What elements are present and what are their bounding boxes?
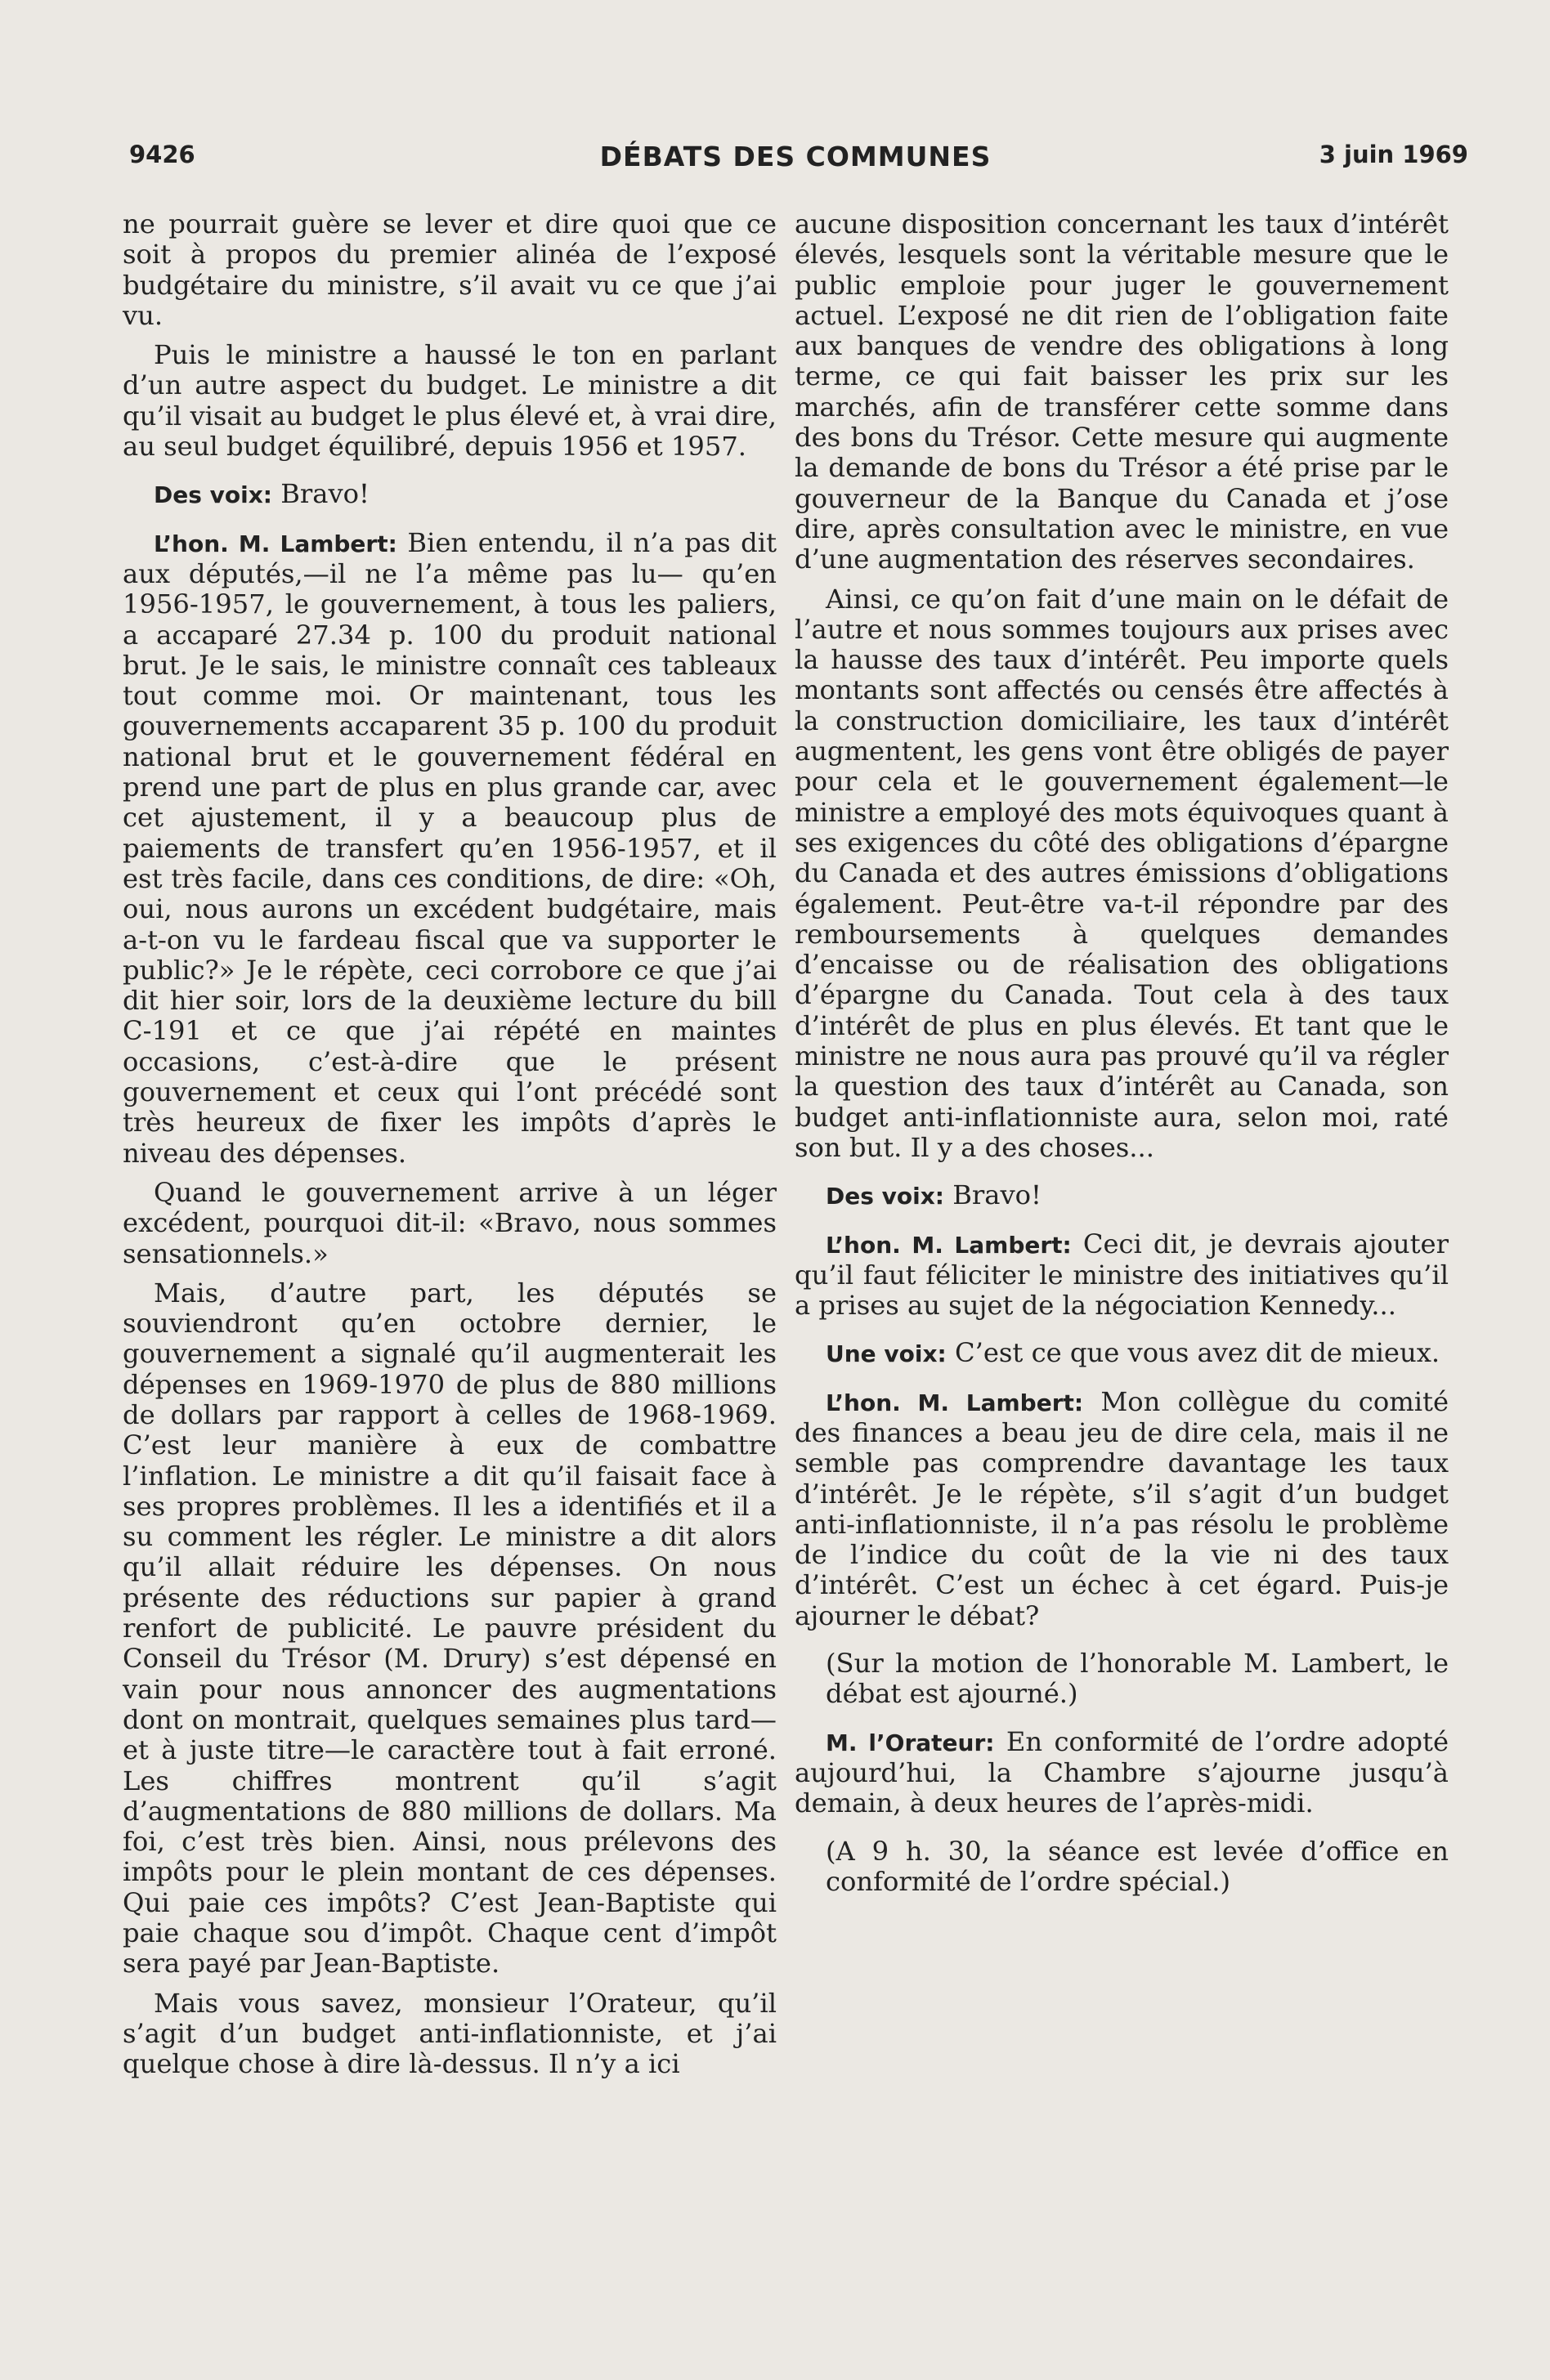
procedural-note: (Sur la motion de l’honorable M. Lambert, le débat est ajourné.)	[826, 1648, 1449, 1710]
body-paragraph: ne pourrait guère se lever et dire quoi que ce soit à propos du premier alinéa de l’exposé budgétaire du ministre, s’il avait vu ce que j’ai vu.	[123, 208, 777, 331]
speech-text: C’est ce que vous avez dit de mieux.	[955, 1337, 1440, 1369]
speaker-name: L’hon. M. Lambert:	[154, 530, 397, 557]
left-column	[123, 209, 777, 2089]
speaker-name: Des voix:	[154, 481, 272, 509]
speaker-name: L’hon. M. Lambert:	[826, 1389, 1084, 1416]
speaker-name: Une voix:	[826, 1340, 947, 1368]
speech-text: Bravo!	[952, 1179, 1042, 1211]
speech-paragraph	[795, 1387, 1449, 1631]
page-header	[123, 141, 1468, 181]
procedural-note: (A 9 h. 30, la séance est levée d’office en conformité de l’ordre spécial.)	[826, 1835, 1449, 1897]
speech-paragraph	[795, 1727, 1449, 1819]
speaker-name: M. l’Orateur:	[826, 1729, 995, 1756]
body-paragraph: Quand le gouvernement arrive à un léger excédent, pourquoi dit-il: «Bravo, nous sommes sensationnels.»	[123, 1176, 777, 1269]
speech-text: Bien entendu, il n’a pas dit aux députés,—il ne l’a même pas lu— qu’en 1956-1957, le gouvernement, à tous les paliers, a accaparé 27.34 p. 100 du produit national brut. Je le sais, le ministre connaît ces tableaux tout comme moi. Or maintenant, tous les gouvernements accaparent 35 p. 100 du produit national brut et le gouvernement fédéral en prend une part de plus en plus grande car, avec cet ajustement, il y a beaucoup plus de paiements de transfert qu’en 1956-1957, et il est très facile, dans ces conditions, de dire: «Oh, oui, nous aurons un excédent budgétaire, mais a-t-on vu le fardeau fiscal que va supporter le public?» Je le répète, ceci corrobore ce que j’ai dit hier soir, lors de la deuxième lecture du bill C-191 et ce que j’ai répété en maintes occasions, c’est-à-dire que le présent gouvernement et ceux qui l’ont précédé sont très heureux de fixer les impôts d’après le niveau des dépenses.	[123, 526, 777, 1169]
speech-text: Bravo!	[280, 478, 370, 510]
body-paragraph: Puis le ministre a haussé le ton en parlant d’un autre aspect du budget. Le ministre a dit qu’il visait au budget le plus élevé et, à vrai dire, au seul budget équilibré, depuis 1956 et 1957.	[123, 339, 777, 463]
body-paragraph: Mais, d’autre part, les députés se souviendront qu’en octobre dernier, le gouvernement a signalé qu’il augmenterait les dépenses en 1969-1970 de plus de 880 millions de dollars par rapport à celles de 1968-1969. C’est leur manière à eux de combattre l’inflation. Le ministre a dit qu’il faisait face à ses propres problèmes. Il les a identifiés et il a su comment les régler. Le ministre a dit alors qu’il allait réduire les dépenses. On nous présente des réductions sur papier à grand renfort de publicité. Le pauvre président du Conseil du Trésor (M. Drury) s’est dépensé en vain pour nous annoncer des augmentations dont on montrait, quelques semaines plus tard—et à juste titre—le caractère tout à fait erroné. Les chiffres montrent qu’il s’agit d’augmentations de 880 millions de dollars. Ma foi, c’est très bien. Ainsi, nous prélevons des impôts pour le plein montant de ces dépenses. Qui paie ces impôts? C’est Jean-Baptiste qui paie chaque sou d’impôt. Chaque cent d’impôt sera payé par Jean-Baptiste.	[123, 1277, 777, 1980]
speech-paragraph	[123, 479, 777, 510]
right-column	[795, 209, 1449, 1906]
header-date: 3 juin 1969	[1319, 141, 1468, 168]
speaker-name: Des voix:	[826, 1183, 944, 1210]
speech-paragraph	[795, 1338, 1449, 1369]
page-number: 9426	[129, 141, 195, 168]
speech-text: En conformité de l’ordre adopté aujourd’hui, la Chambre s’ajourne jusqu’à demain, à deux heures de l’après-midi.	[795, 1725, 1449, 1819]
running-title: DÉBATS DES COMMUNES	[599, 141, 992, 172]
speech-paragraph	[795, 1180, 1449, 1211]
speech-text: Mon collègue du comité des finances a beau jeu de dire cela, mais il ne semble pas comprendre davantage les taux d’intérêt. Je le répète, s’il s’agit d’un budget anti-inflationniste, il n’a pas résolu le problème de l’indice du coût de la vie ni des taux d’intérêt. C’est un échec à cet égard. Puis-je ajourner le débat?	[795, 1385, 1449, 1631]
speaker-name: L’hon. M. Lambert:	[826, 1231, 1072, 1259]
body-paragraph: aucune disposition concernant les taux d’intérêt élevés, lesquels sont la véritable mesure que le public emploie pour juger le gouvernement actuel. L’exposé ne dit rien de l’obligation faite aux banques de vendre des obligations à long terme, ce qui fait baisser les prix sur les marchés, afin de transférer cette somme dans des bons du Trésor. Cette mesure qui augmente la demande de bons du Trésor a été prise par le gouverneur de la Banque du Canada et j’ose dire, après consultation avec le ministre, en vue d’une augmentation des réserves secondaires.	[795, 208, 1449, 575]
body-paragraph: Ainsi, ce qu’on fait d’une main on le défait de l’autre et nous sommes toujours aux prises avec la hausse des taux d’intérêt. Peu importe quels montants sont affectés ou censés être affectés à la construction domiciliaire, les taux d’intérêt augmentent, les gens vont être obligés de payer pour cela et le gouvernement également—le ministre a employé des mots équivoques quant à ses exigences du côté des obligations d’épargne du Canada et des autres émissions d’obligations également. Peut-être va-t-il répondre par des remboursements à quelques demandes d’encaisse ou de réalisation des obligations d’épargne du Canada. Tout cela à des taux d’intérêt de plus en plus élevés. Et tant que le ministre ne nous aura pas prouvé qu’il va régler la question des taux d’intérêt au Canada, son budget anti-inflationniste aura, selon moi, raté son but. Il y a des choses...	[795, 583, 1449, 1163]
speech-paragraph	[123, 528, 777, 1169]
speech-paragraph	[795, 1229, 1449, 1322]
speech-text: Ceci dit, je devrais ajouter qu’il faut féliciter le ministre des initiatives qu’il a prises au sujet de la négociation Kennedy...	[795, 1228, 1449, 1322]
body-paragraph: Mais vous savez, monsieur l’Orateur, qu’il s’agit d’un budget anti-inflationniste, et j’ai quelque chose à dire là-dessus. Il n’y a ici	[123, 1987, 777, 2080]
